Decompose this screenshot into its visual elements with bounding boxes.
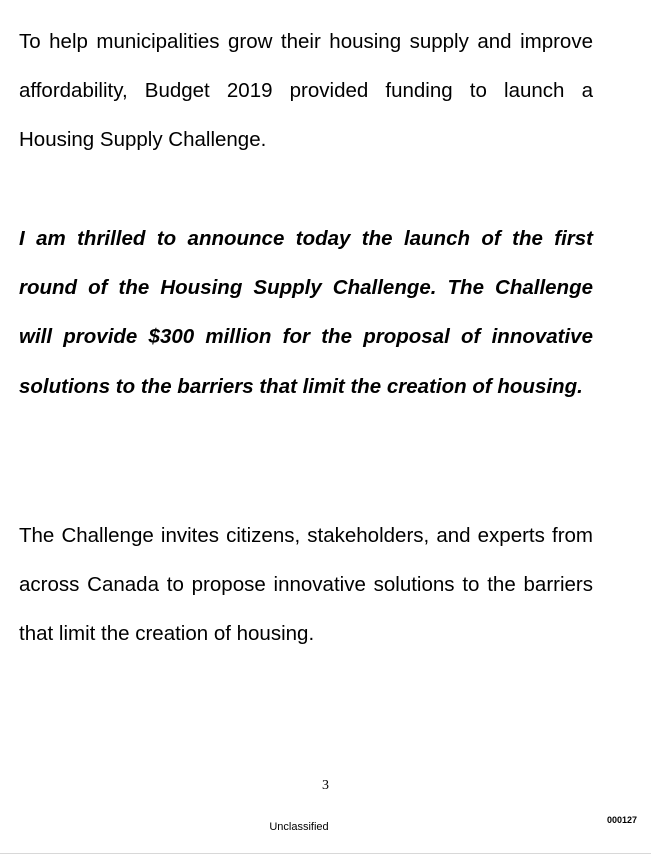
document-number: 000127 xyxy=(606,815,637,825)
announcement-paragraph: I am thrilled to announce today the launch of the first round of the Housing Supply Challenge. The Challenge will provide $300 million for the proposal of innovative solutions to the barriers that limit the creation of housing. xyxy=(19,227,593,398)
classification-label: Unclassified xyxy=(269,821,329,833)
invitation-paragraph: The Challenge invites citizens, stakeholders, and experts from across Canada to propose innovative solutions to the barriers that limit the creation of housing. xyxy=(19,524,593,646)
intro-paragraph: To help municipalities grow their housing supply and improve affordability, Budget 2019 provided funding to launch a Housing Supply Challenge. xyxy=(19,30,593,152)
page-number: 3 xyxy=(322,778,329,793)
page-bottom-divider xyxy=(0,853,651,854)
